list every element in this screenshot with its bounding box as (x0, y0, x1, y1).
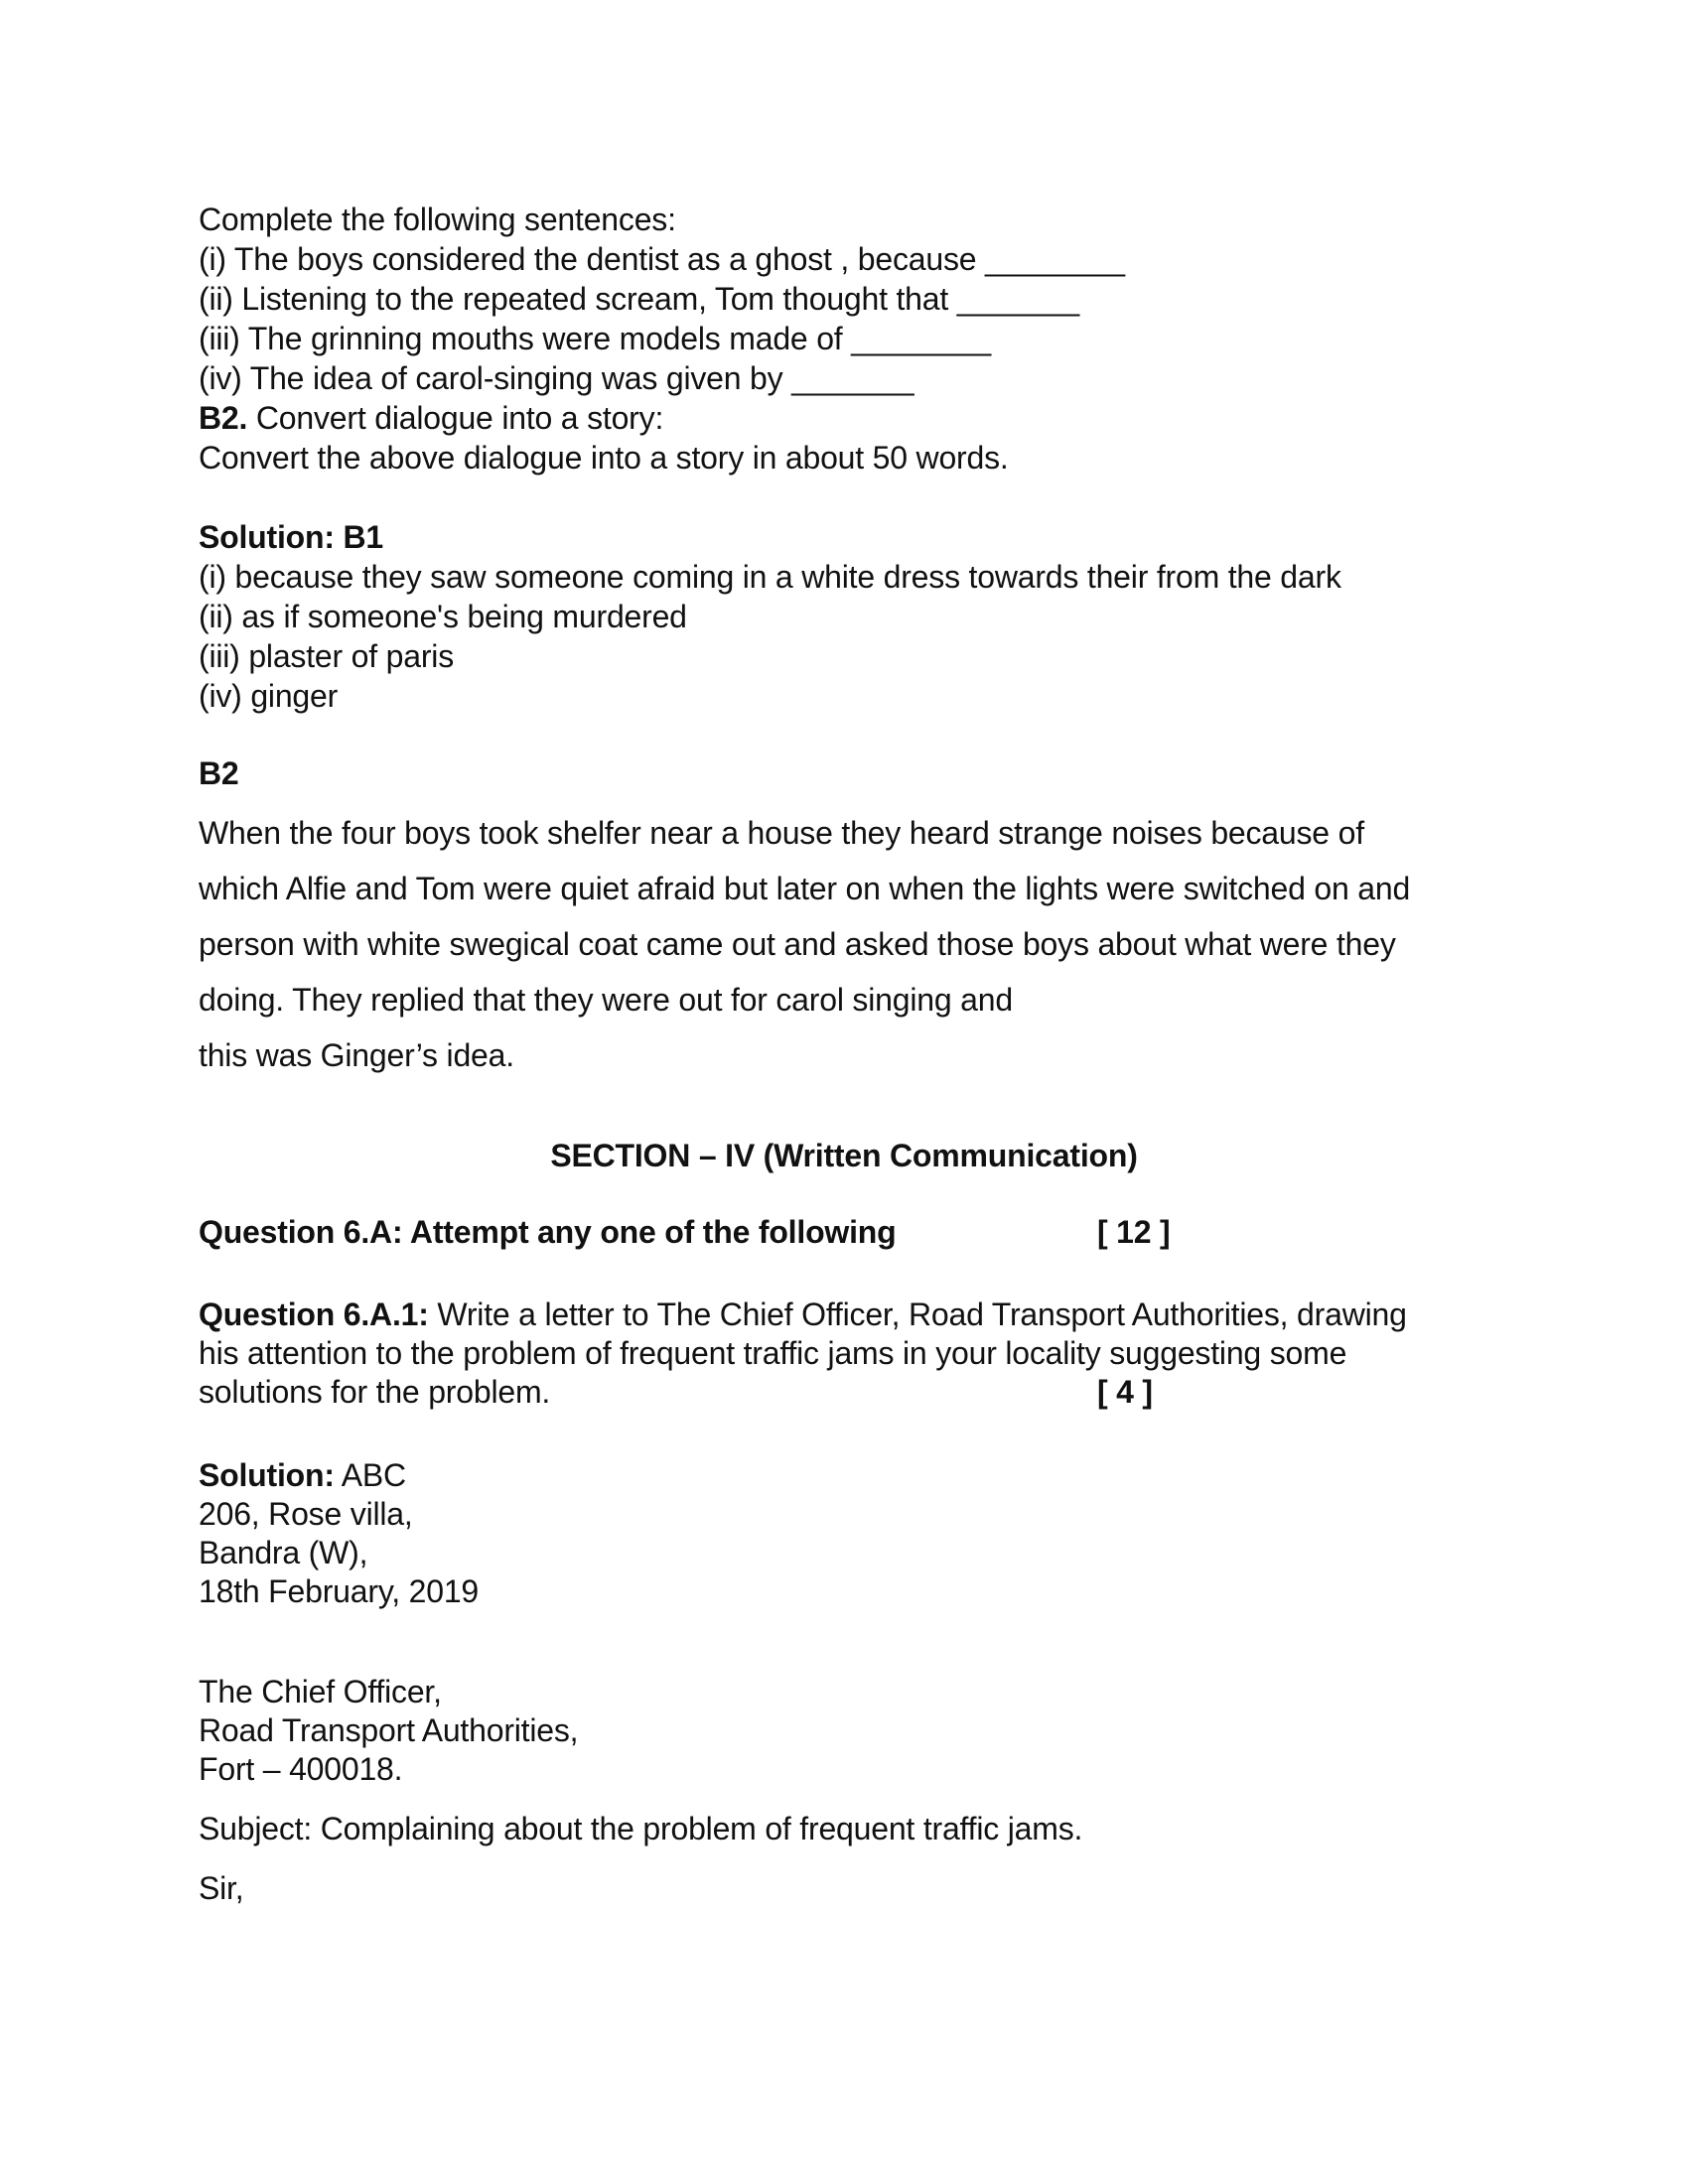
letter-solution-heading (199, 1456, 1489, 1495)
question-6a1-marks: [ 4 ] (1097, 1374, 1153, 1410)
question-6a1-line1-rest: Write a letter to The Chief Officer, Road Transport Authorities, drawing (428, 1297, 1407, 1332)
solution-b2-story-block (199, 805, 1489, 1083)
letter-subject-line: Subject: Complaining about the problem of frequent traffic jams. (199, 1811, 1083, 1846)
story-line: doing. They replied that they were out for carol singing and (199, 982, 1013, 1018)
solution-b1-answer-ii: (ii) as if someone's being murdered (199, 599, 687, 634)
question-6a-line (199, 1212, 1489, 1252)
solution-b1-answer-iv: (iv) ginger (199, 678, 339, 714)
sender-date-line: 18th February, 2019 (199, 1573, 480, 1609)
question-6a1-line2: his attention to the problem of frequent traffic jams in your locality suggesting some (199, 1335, 1347, 1371)
question-6a-marks: [ 12 ] (1097, 1214, 1171, 1250)
solution-b1-answer-iii: (iii) plaster of paris (199, 638, 455, 674)
sender-address-line: Bandra (W), (199, 1535, 368, 1570)
letter-recipient-block (199, 1673, 1489, 1789)
story-line: which Alfie and Tom were quiet afraid but later on when the lights were switched on and (199, 871, 1411, 906)
question-6a1-line1 (199, 1296, 1489, 1334)
document-content (199, 0, 1489, 1908)
story-line: this was Ginger’s idea. (199, 1037, 514, 1073)
exercise-b2-title: Convert dialogue into a story: (247, 400, 664, 436)
recipient-line: Fort – 400018. (199, 1751, 403, 1787)
question-6a1-line3 (199, 1373, 1489, 1412)
recipient-line: Road Transport Authorities, (199, 1712, 579, 1748)
solution-b2-heading-block (199, 753, 1489, 793)
question-6a-block (199, 1212, 1489, 1252)
section-heading-block (199, 1136, 1489, 1175)
exercise-b2-title-line (199, 398, 1489, 438)
sender-address-line: 206, Rose villa, (199, 1496, 413, 1532)
exercise-item-iii: (iii) The grinning mouths were models made of ________ (199, 321, 991, 356)
story-line: When the four boys took shelfer near a house they heard strange noises because of (199, 815, 1364, 851)
solution-b1-answer-i: (i) because they saw someone coming in a white dress towards their from the dark (199, 559, 1341, 595)
solution-b1-heading: Solution: B1 (199, 519, 384, 555)
exercise-intro: Complete the following sentences: (199, 202, 676, 237)
letter-salutation-block (199, 1868, 1489, 1908)
question-6a1-label: Question 6.A.1: (199, 1297, 429, 1332)
solution-b1-block (199, 517, 1489, 716)
solution-b2-heading: B2 (199, 755, 239, 791)
recipient-line: The Chief Officer, (199, 1674, 442, 1709)
question-6a1-line3-text: solutions for the problem. (199, 1374, 551, 1410)
exercise-b2-instruction: Convert the above dialogue into a story in about 50 words. (199, 440, 1009, 476)
exercise-b1-block (199, 200, 1489, 478)
story-line: person with white swegical coat came out and asked those boys about what were they (199, 926, 1396, 962)
question-6a1-block (199, 1296, 1489, 1412)
exercise-item-ii: (ii) Listening to the repeated scream, Tom thought that _______ (199, 281, 1079, 317)
exercise-b2-label: B2. (199, 400, 248, 436)
section-heading: SECTION – IV (Written Communication) (550, 1138, 1138, 1173)
letter-solution-value: ABC (334, 1457, 406, 1493)
letter-solution-label: Solution: (199, 1457, 335, 1493)
exercise-item-iv: (iv) The idea of carol-singing was given by _______ (199, 360, 914, 396)
letter-salutation-line: Sir, (199, 1870, 244, 1906)
letter-subject-block (199, 1809, 1489, 1848)
exercise-item-i: (i) The boys considered the dentist as a ghost , because ________ (199, 241, 1125, 277)
question-6a-text: Question 6.A: Attempt any one of the following (199, 1214, 897, 1250)
letter-sender-block (199, 1456, 1489, 1611)
